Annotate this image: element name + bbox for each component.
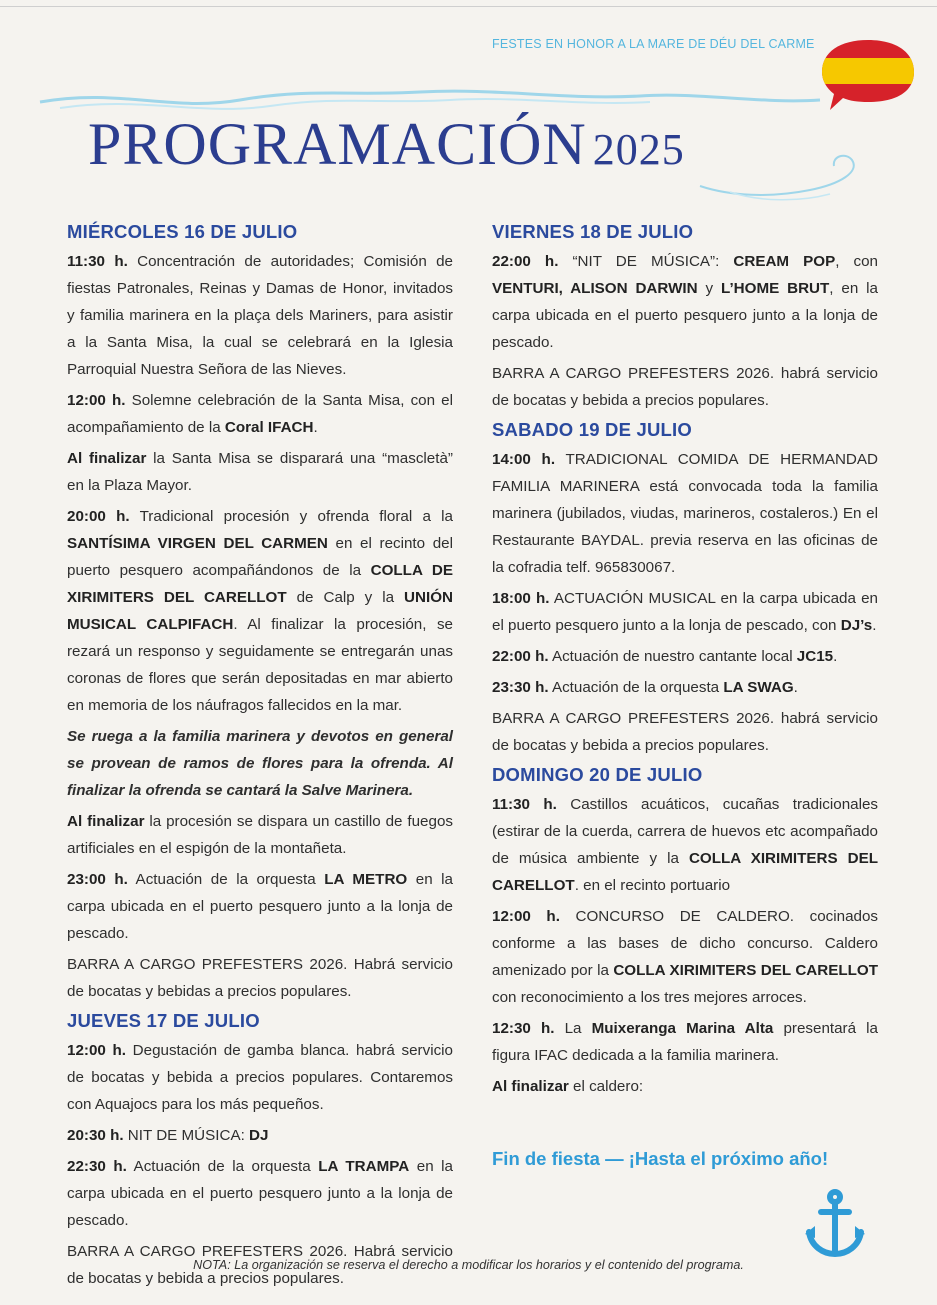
- event-item: [492, 643, 878, 670]
- event-highlight: LA SWAG: [723, 679, 794, 696]
- event-item: [67, 1122, 453, 1149]
- event-text: en la carpa ubicada en el puerto pesquero junto a la lonja de pescado.: [67, 1158, 453, 1229]
- event-time: 12:00 h.: [492, 908, 560, 925]
- event-item: BARRA A CARGO PREFESTERS 2026. habrá servicio de bocatas y bebida a precios populares.: [492, 365, 878, 409]
- day-heading: VIERNES 18 DE JULIO: [492, 221, 694, 242]
- event-text: NIT DE MÚSICA:: [123, 1127, 250, 1144]
- event-text: . Al finalizar la procesión, se rezará un responso y seguidamente se entregarán unas coronas de flores que serán depositadas en mar abierto en memoria de los náufragos fallecidos en la mar.: [67, 616, 453, 714]
- event-highlight: Muixeranga Marina Alta: [591, 1020, 774, 1037]
- event-highlight: L’HOME BRUT: [721, 280, 830, 297]
- event-lead: Al finalizar: [492, 1078, 569, 1095]
- event-text: Actuación de la orquesta: [127, 871, 325, 888]
- event-text: la Santa Misa se disparará una “mascletà” en la Plaza Mayor.: [67, 450, 453, 494]
- event-item: [67, 808, 453, 862]
- event-item: [492, 791, 878, 899]
- event-text: “NIT DE MÚSICA”:: [558, 253, 734, 270]
- event-item: [492, 1015, 878, 1069]
- event-notice: Se ruega a la familia marinera y devotos en general se provean de ramos de flores para la ofrenda. Al finalizar la ofrenda se cantará la Salve Marinera.: [67, 728, 453, 799]
- event-item: [492, 446, 878, 581]
- event-text: con reconocimiento a los tres mejores arroces.: [492, 989, 807, 1006]
- event-text: .: [313, 419, 318, 436]
- event-text: Concentración de autoridades; Comisión de fiestas Patronales, Reinas y Damas de Honor, invitados y familia marinera en la plaça dels Mariners, para asistir a la Santa Misa, la cual se celebrará en la Iglesia Parroquial Nuestra Señora de las Nieves.: [67, 253, 453, 378]
- left-column: [67, 218, 453, 1296]
- fin-de-fiesta-text: Fin de fiesta — ¡Hasta el próximo año!: [492, 1148, 829, 1169]
- right-column: [492, 218, 878, 1104]
- event-time: 11:30 h.: [67, 253, 128, 270]
- event-text: La: [554, 1020, 592, 1037]
- event-text: la procesión se dispara un castillo de fuegos artificiales en el espigón de la montañeta.: [67, 813, 453, 857]
- event-text: en el recinto del puerto pesquero acompañándonos de la: [67, 535, 453, 579]
- event-time: 23:00 h.: [67, 871, 128, 888]
- event-text: Castillos acuáticos, cucañas tradicionales (estirar de la cuerda, carrera de huevos etc acompañado de música ambiente y la: [492, 796, 878, 867]
- event-time: 12:00 h.: [67, 392, 126, 409]
- event-text: .: [872, 617, 877, 634]
- event-item: BARRA A CARGO PREFESTERS 2026. Habrá servicio de bocatas y bebida a precios populares.: [67, 1243, 453, 1287]
- anchor-icon: [803, 1188, 867, 1260]
- event-time: 23:30 h.: [492, 679, 549, 696]
- event-time: 22:00 h.: [492, 253, 559, 270]
- event-text: . en el recinto portuario: [574, 877, 731, 894]
- event-item: [67, 248, 453, 383]
- event-item: [492, 248, 878, 356]
- event-time: 12:00 h.: [67, 1042, 126, 1059]
- event-text: .: [833, 648, 838, 665]
- day-heading: JUEVES 17 DE JULIO: [67, 1010, 260, 1031]
- event-text: Actuación de nuestro cantante local: [548, 648, 797, 665]
- event-time: 14:00 h.: [492, 451, 556, 468]
- event-item: BARRA A CARGO PREFESTERS 2026. habrá servicio de bocatas y bebida a precios populares.: [492, 710, 878, 754]
- event-text: Actuación de la orquesta: [126, 1158, 319, 1175]
- event-item: [67, 445, 453, 499]
- event-time: 18:00 h.: [492, 590, 550, 607]
- page-title: [88, 111, 685, 177]
- event-highlight: SANTÍSIMA VIRGEN DEL CARMEN: [67, 535, 328, 552]
- event-item: [492, 585, 878, 639]
- event-text: presentará la figura IFAC dedicada a la familia marinera.: [492, 1020, 878, 1064]
- event-time: 20:30 h.: [67, 1127, 124, 1144]
- event-text: Actuación de la orquesta: [548, 679, 724, 696]
- event-highlight: COLLA XIRIMITERS DEL CARELLOT: [492, 850, 878, 894]
- event-text: CONCURSO DE CALDERO. cocinados conforme a las bases de dicho concurso. Caldero amenizado por la: [492, 908, 879, 979]
- event-text: en la carpa ubicada en el puerto pesquero junto a la lonja de pescado.: [67, 871, 453, 942]
- event-item: [67, 1037, 453, 1118]
- event-highlight: VENTURI, ALISON DARWIN: [492, 280, 698, 297]
- day-heading: MIÉRCOLES 16 DE JULIO: [67, 221, 298, 242]
- footer-note: NOTA: La organización se reserva el derecho a modificar los horarios y el contenido del programa.: [193, 1258, 744, 1272]
- event-text: ACTUACIÓN MUSICAL en la carpa ubicada en el puerto pesquero junto a la lonja de pescado, con: [492, 590, 879, 634]
- event-text: Degustación de gamba blanca. habrá servicio de bocatas y bebida a precios populares. Contaremos con Aquajocs para los más pequeños.: [67, 1042, 453, 1113]
- title-year: 2025: [592, 125, 685, 174]
- event-text: .: [793, 679, 798, 696]
- day-heading: SABADO 19 DE JULIO: [492, 419, 692, 440]
- event-text: TRADICIONAL COMIDA DE HERMANDAD FAMILIA MARINERA está convocada toda la familia marinera (jubilados, viudas, marineros, costaleros.) En el Restaurante BAYDAL. previa reserva en las oficinas de la cofradia telf. 965830067.: [492, 451, 878, 576]
- event-highlight: COLLA XIRIMITERS DEL CARELLOT: [613, 962, 879, 979]
- event-time: 22:30 h.: [67, 1158, 127, 1175]
- top-divider: [0, 6, 937, 7]
- event-highlight: JC15: [796, 648, 834, 665]
- event-highlight: COLLA DE XIRIMITERS DEL CARELLOT: [67, 562, 453, 606]
- event-lead: Al finalizar: [67, 450, 147, 467]
- event-text: Tradicional procesión y ofrenda floral a la: [129, 508, 454, 525]
- event-highlight: LA TRAMPA: [318, 1158, 410, 1175]
- event-item: BARRA A CARGO PREFESTERS 2026. Habrá servicio de bocatas y bebidas a precios populares.: [67, 956, 453, 1000]
- title-text: PROGRAMACIÓN: [88, 111, 587, 177]
- event-item: [492, 1073, 878, 1100]
- event-text: , en la carpa ubicada en el puerto pesquero junto a la lonja de pescado.: [492, 280, 878, 351]
- event-time: 11:30 h.: [492, 796, 557, 813]
- event-item: [492, 674, 878, 701]
- event-time: 20:00 h.: [67, 508, 130, 525]
- event-text: , con: [835, 253, 878, 270]
- event-item: [67, 1153, 453, 1234]
- event-text: y: [697, 280, 721, 297]
- event-time: 22:00 h.: [492, 648, 549, 665]
- event-highlight: UNIÓN MUSICAL CALPIFACH: [67, 589, 453, 633]
- event-text: el caldero:: [568, 1078, 644, 1095]
- event-highlight: LA METRO: [324, 871, 408, 888]
- event-item: [67, 503, 453, 719]
- event-text: de Calp y la: [286, 589, 405, 606]
- event-text: Solemne celebración de la Santa Misa, con el acompañamiento de la: [67, 392, 454, 436]
- event-highlight: Coral IFACH: [224, 419, 314, 436]
- page-subtitle: FESTES EN HONOR A LA MARE DE DÉU DEL CARME: [492, 37, 815, 51]
- event-highlight: DJ’s: [840, 617, 873, 634]
- event-time: 12:30 h.: [492, 1020, 555, 1037]
- event-item: [492, 903, 878, 1011]
- event-item: [67, 866, 453, 947]
- event-highlight: CREAM POP: [733, 253, 836, 270]
- event-highlight: DJ: [249, 1127, 269, 1144]
- day-heading: DOMINGO 20 DE JULIO: [492, 764, 703, 785]
- event-item: [67, 387, 453, 441]
- event-lead: Al finalizar: [67, 813, 145, 830]
